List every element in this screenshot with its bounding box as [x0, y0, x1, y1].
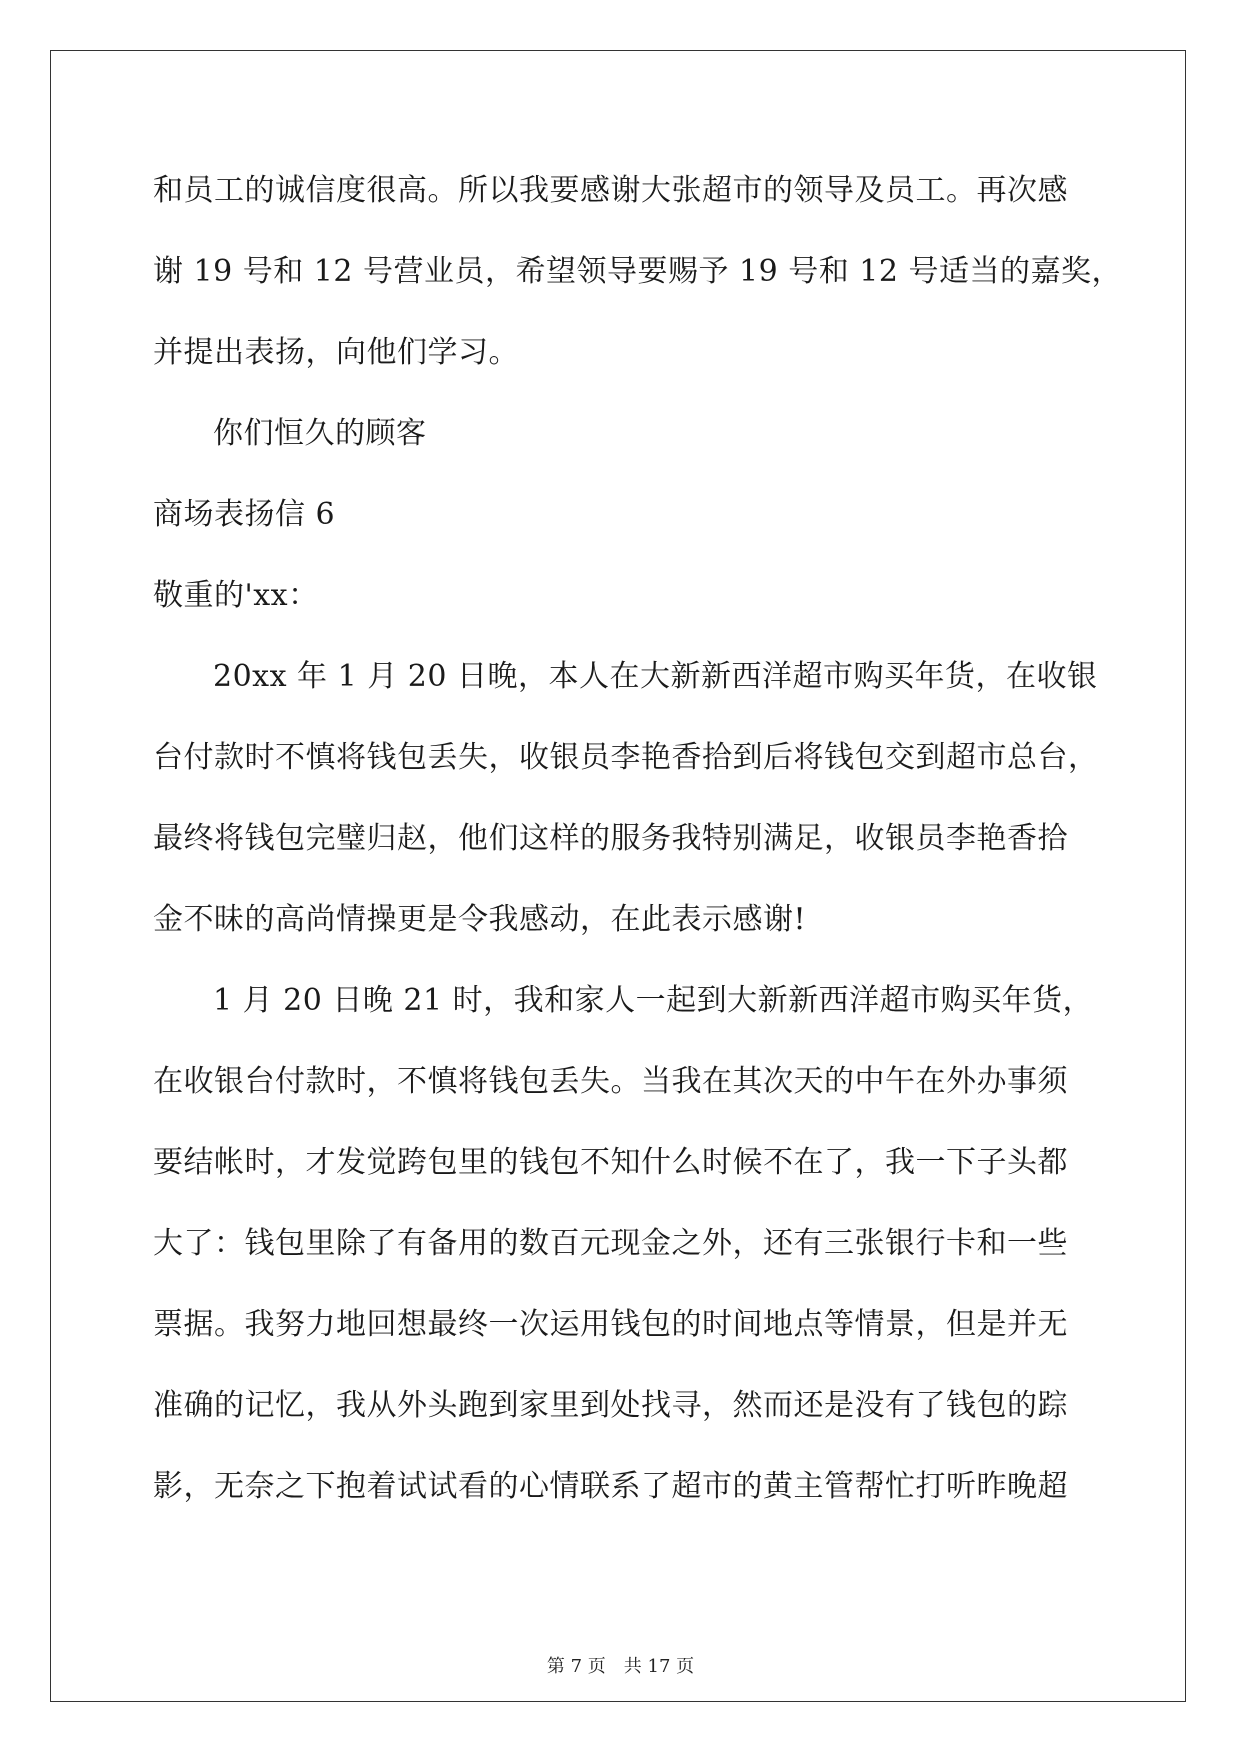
- text-line: 最终将钱包完璧归赵，他们这样的服务我特别满足，收银员李艳香拾: [153, 821, 1068, 856]
- text-line: 票据。我努力地回想最终一次运用钱包的时间地点等情景，但是并无: [153, 1307, 1068, 1342]
- salutation: 敬重的'xx：: [153, 578, 319, 613]
- text-line: 1 月 20 日晚 21 时，我和家人一起到大新新西洋超市购买年货，: [213, 983, 1094, 1018]
- text-line: 20xx 年 1 月 20 日晚，本人在大新新西洋超市购买年货，在收银: [213, 659, 1098, 694]
- text-line: 准确的记忆，我从外头跑到家里到处找寻，然而还是没有了钱包的踪: [153, 1388, 1068, 1423]
- text-line: 影，无奈之下抱着试试看的心情联系了超市的黄主管帮忙打听昨晚超: [153, 1469, 1068, 1504]
- text-line: 和员工的诚信度很高。所以我要感谢大张超市的领导及员工。再次感: [153, 173, 1068, 208]
- page-number-current: 第 7 页: [546, 1656, 606, 1677]
- signature-line: 你们恒久的顾客: [213, 416, 427, 451]
- section-title: 商场表扬信 6: [153, 497, 336, 532]
- text-line: 并提出表扬，向他们学习。: [153, 335, 519, 370]
- text-line: 金不昧的高尚情操更是令我感动，在此表示感谢!: [153, 902, 807, 937]
- page-footer: [0, 1652, 1241, 1678]
- text-line: 要结帐时，才发觉跨包里的钱包不知什么时候不在了，我一下子头都: [153, 1145, 1068, 1180]
- text-line: 谢 19 号和 12 号营业员，希望领导要赐予 19 号和 12 号适当的嘉奖，: [153, 254, 1122, 289]
- text-line: 大了：钱包里除了有备用的数百元现金之外，还有三张银行卡和一些: [153, 1226, 1068, 1261]
- page-number-total: 共 17 页: [623, 1656, 695, 1677]
- document-body: [153, 160, 1122, 1537]
- text-line: 台付款时不慎将钱包丢失，收银员李艳香拾到后将钱包交到超市总台，: [153, 740, 1099, 775]
- text-line: 在收银台付款时，不慎将钱包丢失。当我在其次天的中午在外办事须: [153, 1064, 1068, 1099]
